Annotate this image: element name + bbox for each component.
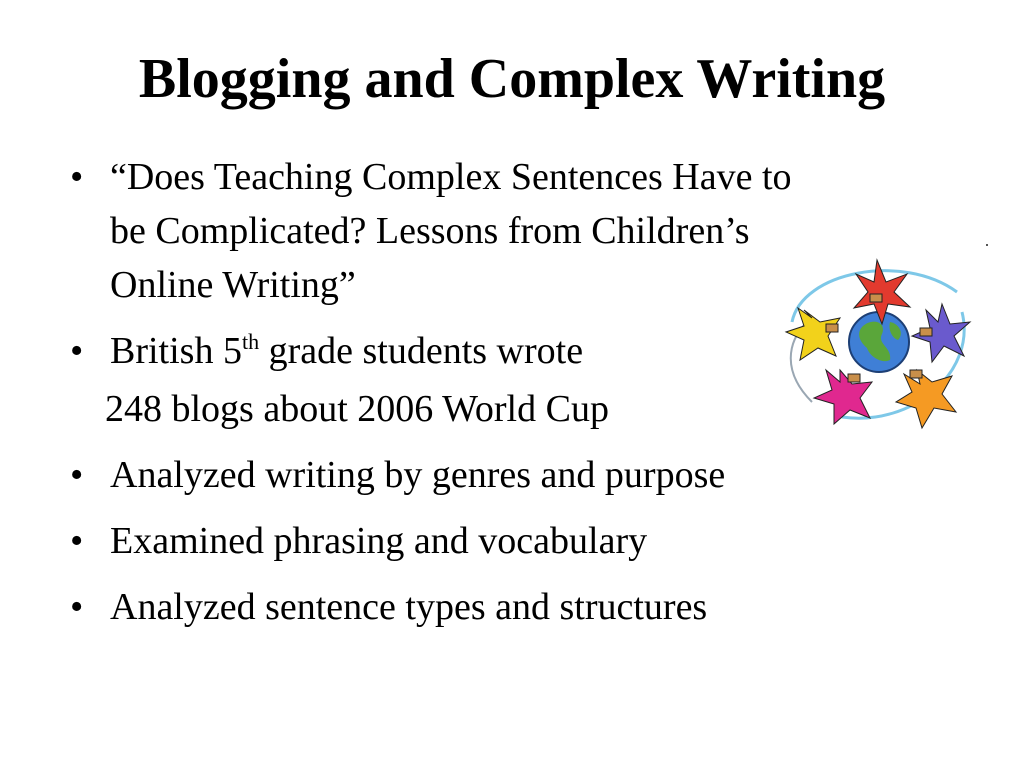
bullet-continuation: 248 blogs about 2006 World Cup <box>105 388 609 430</box>
bullet-dot: • <box>70 156 84 198</box>
bullet-text: grade students wrote <box>259 330 584 372</box>
stray-dot <box>986 244 988 246</box>
child-figure-orange <box>896 370 956 428</box>
laptop-icon <box>870 294 882 302</box>
bullet-dot: • <box>70 520 84 562</box>
globe-children-circle-icon <box>782 252 972 432</box>
bullet-dot: • <box>70 586 84 628</box>
laptop-icon <box>848 374 860 382</box>
bullet-line: Analyzed sentence types and structures <box>110 586 708 628</box>
ordinal-suffix: th <box>241 329 260 354</box>
bullet-line: be Complicated? Lessons from Children’s <box>110 210 750 252</box>
bullet-dot: • <box>70 454 84 496</box>
bullet-line: Examined phrasing and vocabulary <box>110 520 648 562</box>
bullet-line: Analyzed writing by genres and purpose <box>110 454 726 496</box>
laptop-icon <box>920 328 932 336</box>
bullet-line: Online Writing” <box>110 264 356 306</box>
laptop-icon <box>826 324 838 332</box>
bullet-dot: • <box>70 330 84 372</box>
bullet-item-genres <box>70 448 950 502</box>
laptop-icon <box>910 370 922 378</box>
slide-title: Blogging and Complex Writing <box>138 48 886 110</box>
bullet-item-sentence-types <box>70 580 950 634</box>
bullet-text: British 5 <box>110 330 242 372</box>
bullet-line: “Does Teaching Complex Sentences Have to <box>110 156 792 198</box>
child-figure-magenta <box>814 370 872 424</box>
bullet-item-phrasing <box>70 514 950 568</box>
